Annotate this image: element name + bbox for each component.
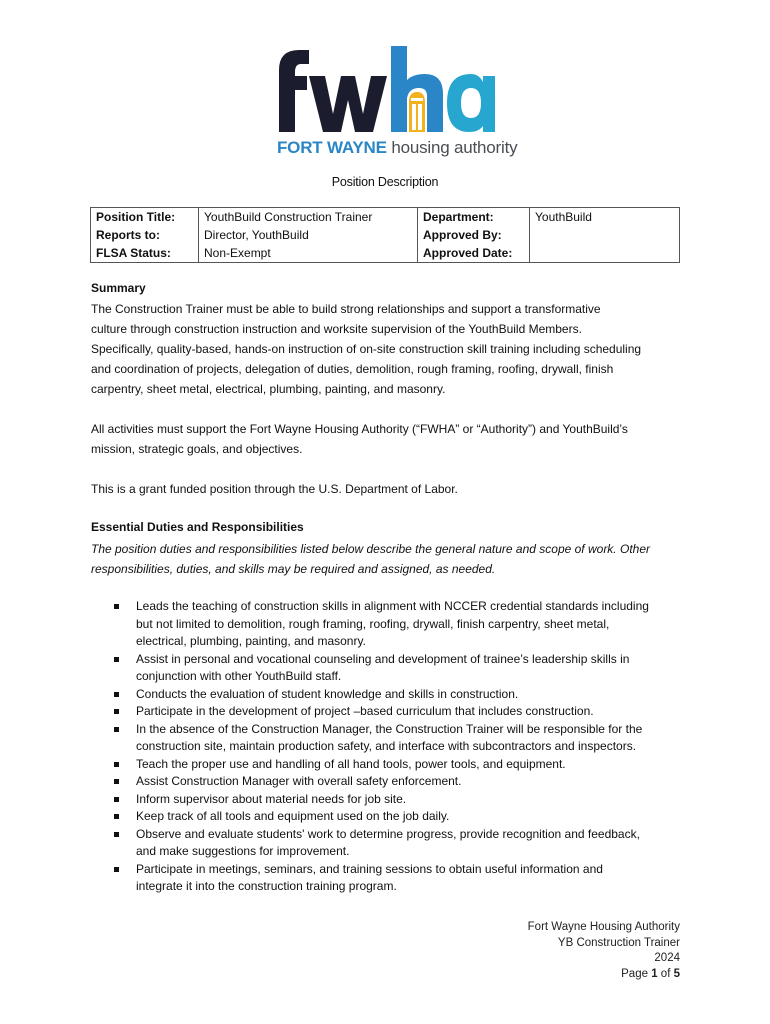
- list-item-line: Inform supervisor about material needs for job site.: [136, 791, 407, 806]
- footer-page-total: 5: [673, 967, 680, 980]
- approved-by-label: Approved By:: [423, 228, 502, 242]
- bullet-square-icon: [114, 762, 119, 767]
- list-item-line: Conducts the evaluation of student knowledge and skills in construction.: [136, 686, 519, 701]
- flsa-status-label: FLSA Status:: [96, 246, 171, 260]
- mission-line: mission, strategic goals, and objectives.: [91, 442, 303, 456]
- list-item: [111, 756, 691, 774]
- list-item-line: Observe and evaluate students' work to determine progress, provide recognition and feedback,: [136, 826, 640, 841]
- fwha-logo: [275, 42, 518, 160]
- list-item-line: Assist in personal and vocational counseling and development of trainee’s leadership skills in: [136, 651, 630, 666]
- bullet-square-icon: [114, 779, 119, 784]
- list-item-line: integrate it into the construction training program.: [136, 879, 397, 893]
- bullet-square-icon: [114, 604, 119, 609]
- list-item: [111, 598, 691, 651]
- duties-intro: [91, 539, 691, 579]
- logo-tagline-light: housing authority: [391, 138, 518, 157]
- grant-line: This is a grant funded position through the U.S. Department of Labor.: [91, 482, 458, 496]
- footer-page-current: 1: [651, 967, 658, 980]
- department-label: Department:: [423, 210, 494, 224]
- list-item: [111, 808, 691, 826]
- duties-intro-line: responsibilities, duties, and skills may be required and assigned, as needed.: [91, 562, 496, 576]
- list-item-line: Participate in the development of project –based curriculum that includes construction.: [136, 704, 594, 718]
- list-item: [111, 721, 691, 756]
- list-item: [111, 703, 691, 721]
- logo-tagline-strong: FORT WAYNE: [277, 138, 387, 157]
- reports-to-value: Director, YouthBuild: [204, 228, 309, 242]
- list-item-line: but not limited to demolition, rough framing, roofing, drywall, finish carpentry, sheet metal,: [136, 616, 610, 631]
- list-item: [111, 861, 691, 896]
- bullet-square-icon: [114, 657, 119, 662]
- footer-page-prefix: Page: [621, 967, 652, 980]
- footer-org: Fort Wayne Housing Authority: [527, 921, 680, 933]
- summary-line: culture through construction instruction and worksite supervision of the YouthBuild Members.: [91, 322, 582, 336]
- summary-paragraph: [91, 299, 691, 399]
- bullet-square-icon: [114, 709, 119, 714]
- duties-list: [111, 598, 691, 896]
- list-item: [111, 773, 691, 791]
- fwha-wordmark-logo: [275, 42, 497, 134]
- table-label-cell: [91, 208, 199, 263]
- flsa-status-value: Non-Exempt: [204, 246, 271, 260]
- list-item-line: Teach the proper use and handling of all hand tools, power tools, and equipment.: [136, 756, 566, 771]
- table-label-cell: [418, 208, 530, 263]
- mission-line: All activities must support the Fort Wayne Housing Authority (“FWHA” or “Authority”) and YouthBuild’s: [91, 422, 628, 436]
- list-item-line: Assist Construction Manager with overall safety enforcement.: [136, 774, 462, 788]
- grant-paragraph: [91, 479, 691, 499]
- table-value-cell: [530, 208, 680, 263]
- position-title-label: Position Title:: [96, 210, 176, 224]
- footer-year: 2024: [654, 952, 680, 964]
- list-item: [111, 791, 691, 809]
- footer-page-number: [528, 967, 680, 983]
- summary-line: and coordination of projects, delegation of duties, demolition, rough framing, roofing, drywall, finish: [91, 362, 614, 376]
- table-row: [91, 208, 680, 263]
- duties-intro-line: The position duties and responsibilities listed below describe the general nature and scope of work. Other: [91, 542, 650, 556]
- list-item: [111, 651, 691, 686]
- list-item-line: conjunction with other YouthBuild staff.: [136, 669, 342, 683]
- department-value: YouthBuild: [535, 210, 592, 224]
- position-title-value: YouthBuild Construction Trainer: [204, 210, 373, 224]
- reports-to-label: Reports to:: [96, 228, 160, 242]
- list-item: [111, 686, 691, 704]
- bullet-square-icon: [114, 832, 119, 837]
- page-footer: [528, 920, 680, 982]
- duties-heading: Essential Duties and Responsibilities: [91, 520, 304, 534]
- bullet-square-icon: [114, 867, 119, 872]
- summary-line: Specifically, quality-based, hands-on instruction of on-site construction skill training including scheduling: [91, 342, 642, 356]
- footer-page-mid: of: [657, 967, 674, 980]
- table-value-cell: [199, 208, 418, 263]
- list-item-line: electrical, plumbing, painting, and masonry.: [136, 634, 366, 648]
- page-title: Position Description: [331, 175, 439, 189]
- list-item-line: Participate in meetings, seminars, and training sessions to obtain useful information and: [136, 861, 603, 876]
- bullet-square-icon: [114, 814, 119, 819]
- list-item: [111, 826, 691, 861]
- list-item-line: In the absence of the Construction Manager, the Construction Trainer will be responsible for the: [136, 721, 643, 736]
- bullet-square-icon: [114, 797, 119, 802]
- bullet-square-icon: [114, 692, 119, 697]
- summary-line: The Construction Trainer must be able to build strong relationships and support a transformative: [91, 302, 601, 316]
- list-item-line: and make suggestions for improvement.: [136, 844, 350, 858]
- footer-doc: YB Construction Trainer: [557, 936, 680, 949]
- bullet-square-icon: [114, 727, 119, 732]
- summary-line: carpentry, sheet metal, electrical, plumbing, painting, and masonry.: [91, 382, 446, 396]
- list-item-line: Keep track of all tools and equipment used on the job daily.: [136, 809, 450, 823]
- mission-paragraph: [91, 419, 691, 459]
- summary-heading: Summary: [91, 281, 146, 295]
- position-info-table: [90, 207, 680, 263]
- approved-date-label: Approved Date:: [423, 246, 513, 260]
- logo-tagline: [277, 138, 517, 158]
- list-item-line: construction site, maintain production safety, and interface with subcontractors and inspectors.: [136, 739, 637, 753]
- list-item-line: Leads the teaching of construction skills in alignment with NCCER credential standards including: [136, 599, 649, 613]
